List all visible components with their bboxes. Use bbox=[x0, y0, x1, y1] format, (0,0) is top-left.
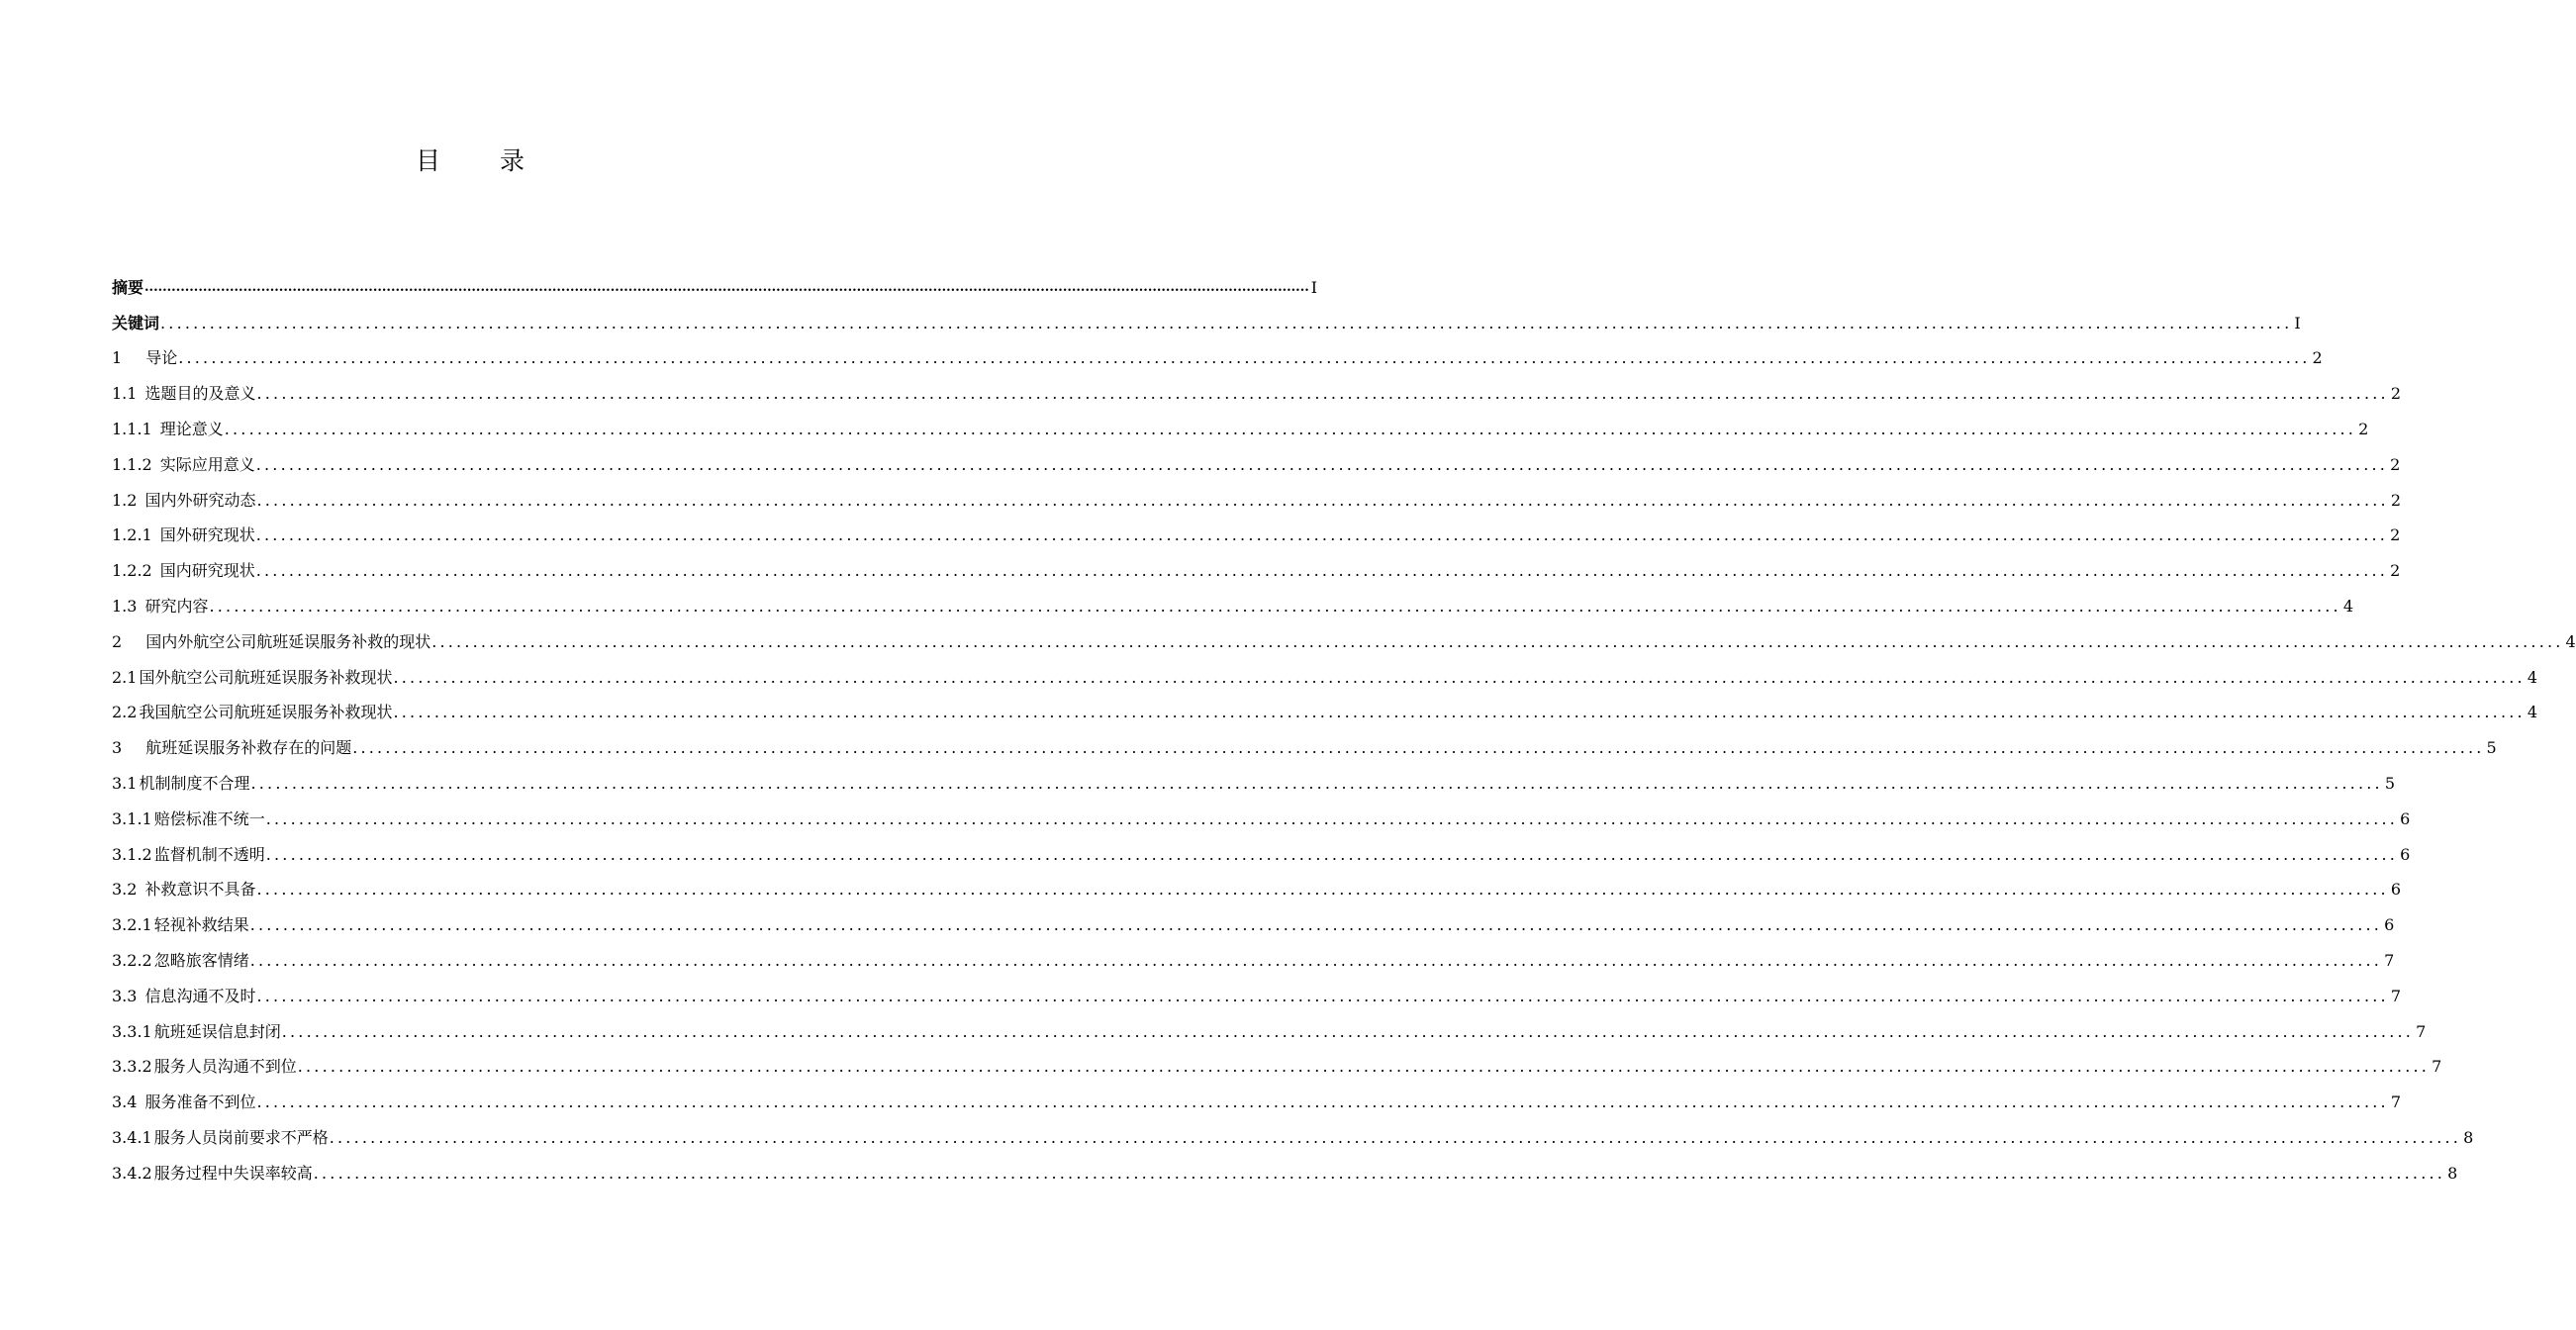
toc-entry[interactable] bbox=[112, 722, 2497, 758]
toc-leader-dots: .................................................................................................................................................................................................................................................................... bbox=[160, 313, 2293, 332]
toc-entry-label bbox=[112, 1092, 255, 1112]
toc-leader-dots: .................................................................................................................................................................................................................................................................... bbox=[352, 738, 2485, 758]
toc-leader-dots: .................................................................................................................................................................................................................................................................... bbox=[313, 1163, 2446, 1183]
toc-entry[interactable] bbox=[112, 829, 2411, 865]
toc-leader-dots: .................................................................................................................................................................................................................................................................... bbox=[209, 596, 2341, 616]
toc-page-number: 4 bbox=[2527, 703, 2537, 722]
toc-page-number: 4 bbox=[2527, 667, 2537, 687]
toc-page-number: 7 bbox=[2432, 1057, 2442, 1077]
toc-entry[interactable] bbox=[112, 1077, 2401, 1112]
toc-entry-label bbox=[112, 420, 224, 439]
toc-entry[interactable] bbox=[112, 865, 2401, 901]
toc-entry-title: 国外研究现状 bbox=[159, 525, 255, 545]
toc-leader-dots: .................................................................................................................................................................................................................................................................... bbox=[255, 454, 2389, 474]
toc-entry-label bbox=[112, 491, 255, 511]
toc-page-number: 2 bbox=[2390, 490, 2401, 510]
toc-entry[interactable] bbox=[112, 617, 2576, 652]
toc-entry-title: 摘要 bbox=[112, 277, 144, 297]
toc-leader-dots: .................................................................................................................................................................................................................................................................... bbox=[249, 915, 2383, 935]
toc-entry-title: 研究内容 bbox=[144, 596, 209, 616]
toc-entry-number: 3.2.2 bbox=[112, 950, 152, 970]
toc-entry[interactable] bbox=[112, 1112, 2474, 1148]
toc-entry-label bbox=[112, 525, 255, 545]
toc-entry-label bbox=[112, 314, 159, 333]
toc-entry-label bbox=[112, 597, 208, 617]
toc-leader-dots: .................................................................................................................................................................................................................................................................... bbox=[256, 1092, 2389, 1112]
toc-entry-label bbox=[112, 384, 255, 404]
toc-entry[interactable] bbox=[112, 935, 2395, 971]
toc-entry-label bbox=[112, 738, 351, 758]
toc-entry-number: 2 bbox=[112, 631, 123, 651]
toc-entry-title: 忽略旅客情绪 bbox=[153, 950, 249, 970]
toc-entry-number: 1.1.1 bbox=[112, 419, 152, 438]
toc-leader-dots: .................................................................................................................................................................................................................................................................... bbox=[297, 1057, 2431, 1077]
toc-entry-number: 1 bbox=[112, 348, 123, 368]
toc-entry-title: 国内研究现状 bbox=[159, 561, 255, 581]
toc-leader-dots: .................................................................................................................................................................................................................................................................... bbox=[249, 950, 2383, 970]
toc-entry-title: 轻视补救结果 bbox=[153, 915, 249, 935]
toc-entry-label bbox=[112, 561, 255, 581]
toc-entry-label bbox=[112, 1128, 329, 1148]
toc-page-number: 7 bbox=[2384, 950, 2395, 970]
toc-page-number: 2 bbox=[2390, 525, 2401, 545]
toc-leader-dots: .................................................................................................................................................................................................................................................................... bbox=[255, 525, 2389, 545]
toc-entry-number: 1.2.1 bbox=[112, 525, 152, 545]
toc-entry[interactable] bbox=[112, 262, 1318, 298]
toc-entry-title: 服务准备不到位 bbox=[144, 1092, 256, 1112]
table-of-contents bbox=[112, 262, 2576, 1184]
toc-entry-number: 1.3 bbox=[112, 596, 138, 616]
toc-entry[interactable] bbox=[112, 1042, 2442, 1078]
toc-page-number: 5 bbox=[2384, 773, 2395, 793]
toc-entry-number: 3.4.2 bbox=[112, 1163, 152, 1183]
toc-entry-number: 3.3.2 bbox=[112, 1057, 152, 1077]
toc-entry-label bbox=[112, 455, 255, 475]
title-char-1: 目 bbox=[415, 146, 440, 175]
toc-entry-label bbox=[112, 1057, 297, 1077]
toc-entry-label bbox=[112, 809, 265, 829]
toc-entry-title: 理论意义 bbox=[159, 419, 224, 438]
toc-entry-number: 1.1.2 bbox=[112, 454, 152, 474]
page-title bbox=[0, 142, 940, 177]
toc-entry-number: 2.2 bbox=[112, 703, 138, 722]
toc-entry-label bbox=[112, 278, 143, 298]
toc-entry-number: 3.2.1 bbox=[112, 915, 152, 935]
toc-leader-dots: .................................................................................................................................................................................................................................................................... bbox=[255, 561, 2389, 581]
toc-entry-label bbox=[112, 774, 249, 794]
toc-leader-dots: .................................................................................................................................................................................................................................................................... bbox=[250, 773, 2383, 793]
toc-entry-title: 服务人员岗前要求不严格 bbox=[153, 1127, 329, 1147]
toc-entry-title: 航班延误服务补救存在的问题 bbox=[145, 738, 352, 758]
toc-leader-dots: .................................................................................................................................................................................................................................................................... bbox=[256, 986, 2389, 1005]
toc-leader-dots: .................................................................................................................................................................................................................................................................... bbox=[224, 419, 2357, 438]
toc-leader-dots: .................................................................................................................................................................................................................................................................... bbox=[144, 279, 1309, 295]
toc-leader-dots: .................................................................................................................................................................................................................................................................... bbox=[256, 490, 2389, 510]
toc-entry[interactable] bbox=[112, 900, 2395, 935]
toc-entry[interactable] bbox=[112, 688, 2537, 723]
toc-entry-title: 国内外研究动态 bbox=[144, 490, 256, 510]
toc-entry[interactable] bbox=[112, 971, 2401, 1006]
toc-page-number: 7 bbox=[2416, 1021, 2427, 1041]
toc-entry[interactable] bbox=[112, 652, 2537, 688]
toc-entry-title: 机制制度不合理 bbox=[139, 773, 250, 793]
toc-entry[interactable] bbox=[112, 1006, 2427, 1042]
toc-entry-title: 实际应用意义 bbox=[159, 454, 255, 474]
toc-entry-number: 3.1.1 bbox=[112, 808, 152, 828]
toc-entry-number: 3.4 bbox=[112, 1092, 138, 1112]
toc-page-number: 7 bbox=[2390, 1092, 2401, 1112]
toc-entry-number: 3.3 bbox=[112, 986, 138, 1005]
toc-entry-label bbox=[112, 1164, 313, 1184]
toc-entry-title: 航班延误信息封闭 bbox=[153, 1021, 281, 1041]
toc-entry-number: 3.4.1 bbox=[112, 1127, 152, 1147]
toc-entry-label bbox=[112, 987, 255, 1006]
toc-page-number: I bbox=[2294, 313, 2301, 332]
toc-entry-title: 赔偿标准不统一 bbox=[153, 808, 265, 828]
toc-leader-dots: .................................................................................................................................................................................................................................................................... bbox=[329, 1127, 2462, 1147]
toc-page-number: 2 bbox=[2390, 561, 2401, 581]
toc-entry[interactable] bbox=[112, 439, 2401, 475]
toc-entry[interactable] bbox=[112, 758, 2395, 794]
toc-leader-dots: .................................................................................................................................................................................................................................................................... bbox=[431, 631, 2564, 651]
toc-entry-label bbox=[112, 668, 392, 688]
toc-leader-dots: .................................................................................................................................................................................................................................................................... bbox=[281, 1021, 2415, 1041]
toc-entry[interactable] bbox=[112, 545, 2401, 581]
toc-entry[interactable] bbox=[112, 511, 2401, 546]
toc-page-number: 2 bbox=[2358, 419, 2369, 438]
toc-page-number: 5 bbox=[2486, 738, 2497, 758]
toc-entry-number: 3.1.2 bbox=[112, 844, 152, 864]
toc-entry-title: 服务人员沟通不到位 bbox=[153, 1057, 297, 1077]
toc-page-number: 6 bbox=[2390, 880, 2401, 900]
toc-entry-title: 监督机制不透明 bbox=[153, 844, 265, 864]
toc-page-number: 4 bbox=[2342, 596, 2353, 616]
toc-page-number: 2 bbox=[2390, 454, 2401, 474]
toc-entry-title: 服务过程中失误率较高 bbox=[153, 1163, 313, 1183]
toc-entry-title: 我国航空公司航班延误服务补救现状 bbox=[139, 703, 393, 722]
toc-page-number: 6 bbox=[2384, 915, 2395, 935]
toc-entry-title: 信息沟通不及时 bbox=[144, 986, 256, 1005]
toc-entry-label bbox=[112, 348, 177, 368]
toc-entry[interactable] bbox=[112, 1148, 2458, 1184]
toc-leader-dots: .................................................................................................................................................................................................................................................................... bbox=[265, 844, 2399, 864]
toc-entry-number: 3.3.1 bbox=[112, 1021, 152, 1041]
toc-page-number: 2 bbox=[2390, 384, 2401, 404]
toc-entry-title: 导论 bbox=[145, 348, 178, 368]
toc-entry-number: 3.1 bbox=[112, 773, 138, 793]
toc-leader-dots: .................................................................................................................................................................................................................................................................... bbox=[256, 384, 2389, 404]
toc-entry-label bbox=[112, 632, 430, 652]
toc-page-number: 6 bbox=[2400, 844, 2411, 864]
toc-entry-label bbox=[112, 915, 249, 935]
toc-leader-dots: .................................................................................................................................................................................................................................................................... bbox=[178, 348, 2311, 368]
toc-entry[interactable] bbox=[112, 581, 2353, 617]
toc-leader-dots: .................................................................................................................................................................................................................................................................... bbox=[393, 703, 2526, 722]
toc-leader-dots: .................................................................................................................................................................................................................................................................... bbox=[393, 667, 2526, 687]
title-char-2: 录 bbox=[500, 146, 525, 175]
toc-entry-title: 补救意识不具备 bbox=[144, 880, 256, 900]
toc-entry[interactable] bbox=[112, 368, 2401, 404]
toc-page-number: 2 bbox=[2312, 348, 2323, 368]
toc-page-number: 8 bbox=[2447, 1163, 2458, 1183]
toc-entry-title: 国外航空公司航班延误服务补救现状 bbox=[139, 667, 393, 687]
toc-entry-number: 1.2 bbox=[112, 490, 138, 510]
toc-entry[interactable] bbox=[112, 333, 2323, 369]
toc-entry-label bbox=[112, 703, 392, 722]
toc-entry-number: 3.2 bbox=[112, 880, 138, 900]
toc-entry[interactable] bbox=[112, 404, 2369, 439]
toc-page-number: 7 bbox=[2390, 986, 2401, 1005]
toc-entry-number: 1.2.2 bbox=[112, 561, 152, 581]
toc-entry-title: 选题目的及意义 bbox=[144, 384, 256, 404]
toc-entry-label bbox=[112, 880, 255, 900]
toc-leader-dots: .................................................................................................................................................................................................................................................................... bbox=[256, 880, 2389, 900]
toc-entry[interactable] bbox=[112, 475, 2401, 511]
toc-entry-number: 3 bbox=[112, 738, 123, 758]
toc-page-number: 8 bbox=[2463, 1127, 2474, 1147]
toc-entry-label bbox=[112, 845, 265, 865]
toc-page-number: 6 bbox=[2400, 808, 2411, 828]
toc-entry-title: 国内外航空公司航班延误服务补救的现状 bbox=[145, 631, 431, 651]
toc-entry-label bbox=[112, 951, 249, 971]
toc-entry-label bbox=[112, 1022, 281, 1042]
toc-leader-dots: .................................................................................................................................................................................................................................................................... bbox=[265, 808, 2399, 828]
toc-page-number: I bbox=[1310, 277, 1318, 297]
toc-page-number: 4 bbox=[2565, 631, 2576, 651]
toc-entry-number: 1.1 bbox=[112, 384, 138, 404]
toc-entry-number: 2.1 bbox=[112, 667, 138, 687]
toc-entry[interactable] bbox=[112, 298, 2301, 333]
toc-entry-title: 关键词 bbox=[112, 313, 160, 332]
toc-entry[interactable] bbox=[112, 794, 2411, 829]
